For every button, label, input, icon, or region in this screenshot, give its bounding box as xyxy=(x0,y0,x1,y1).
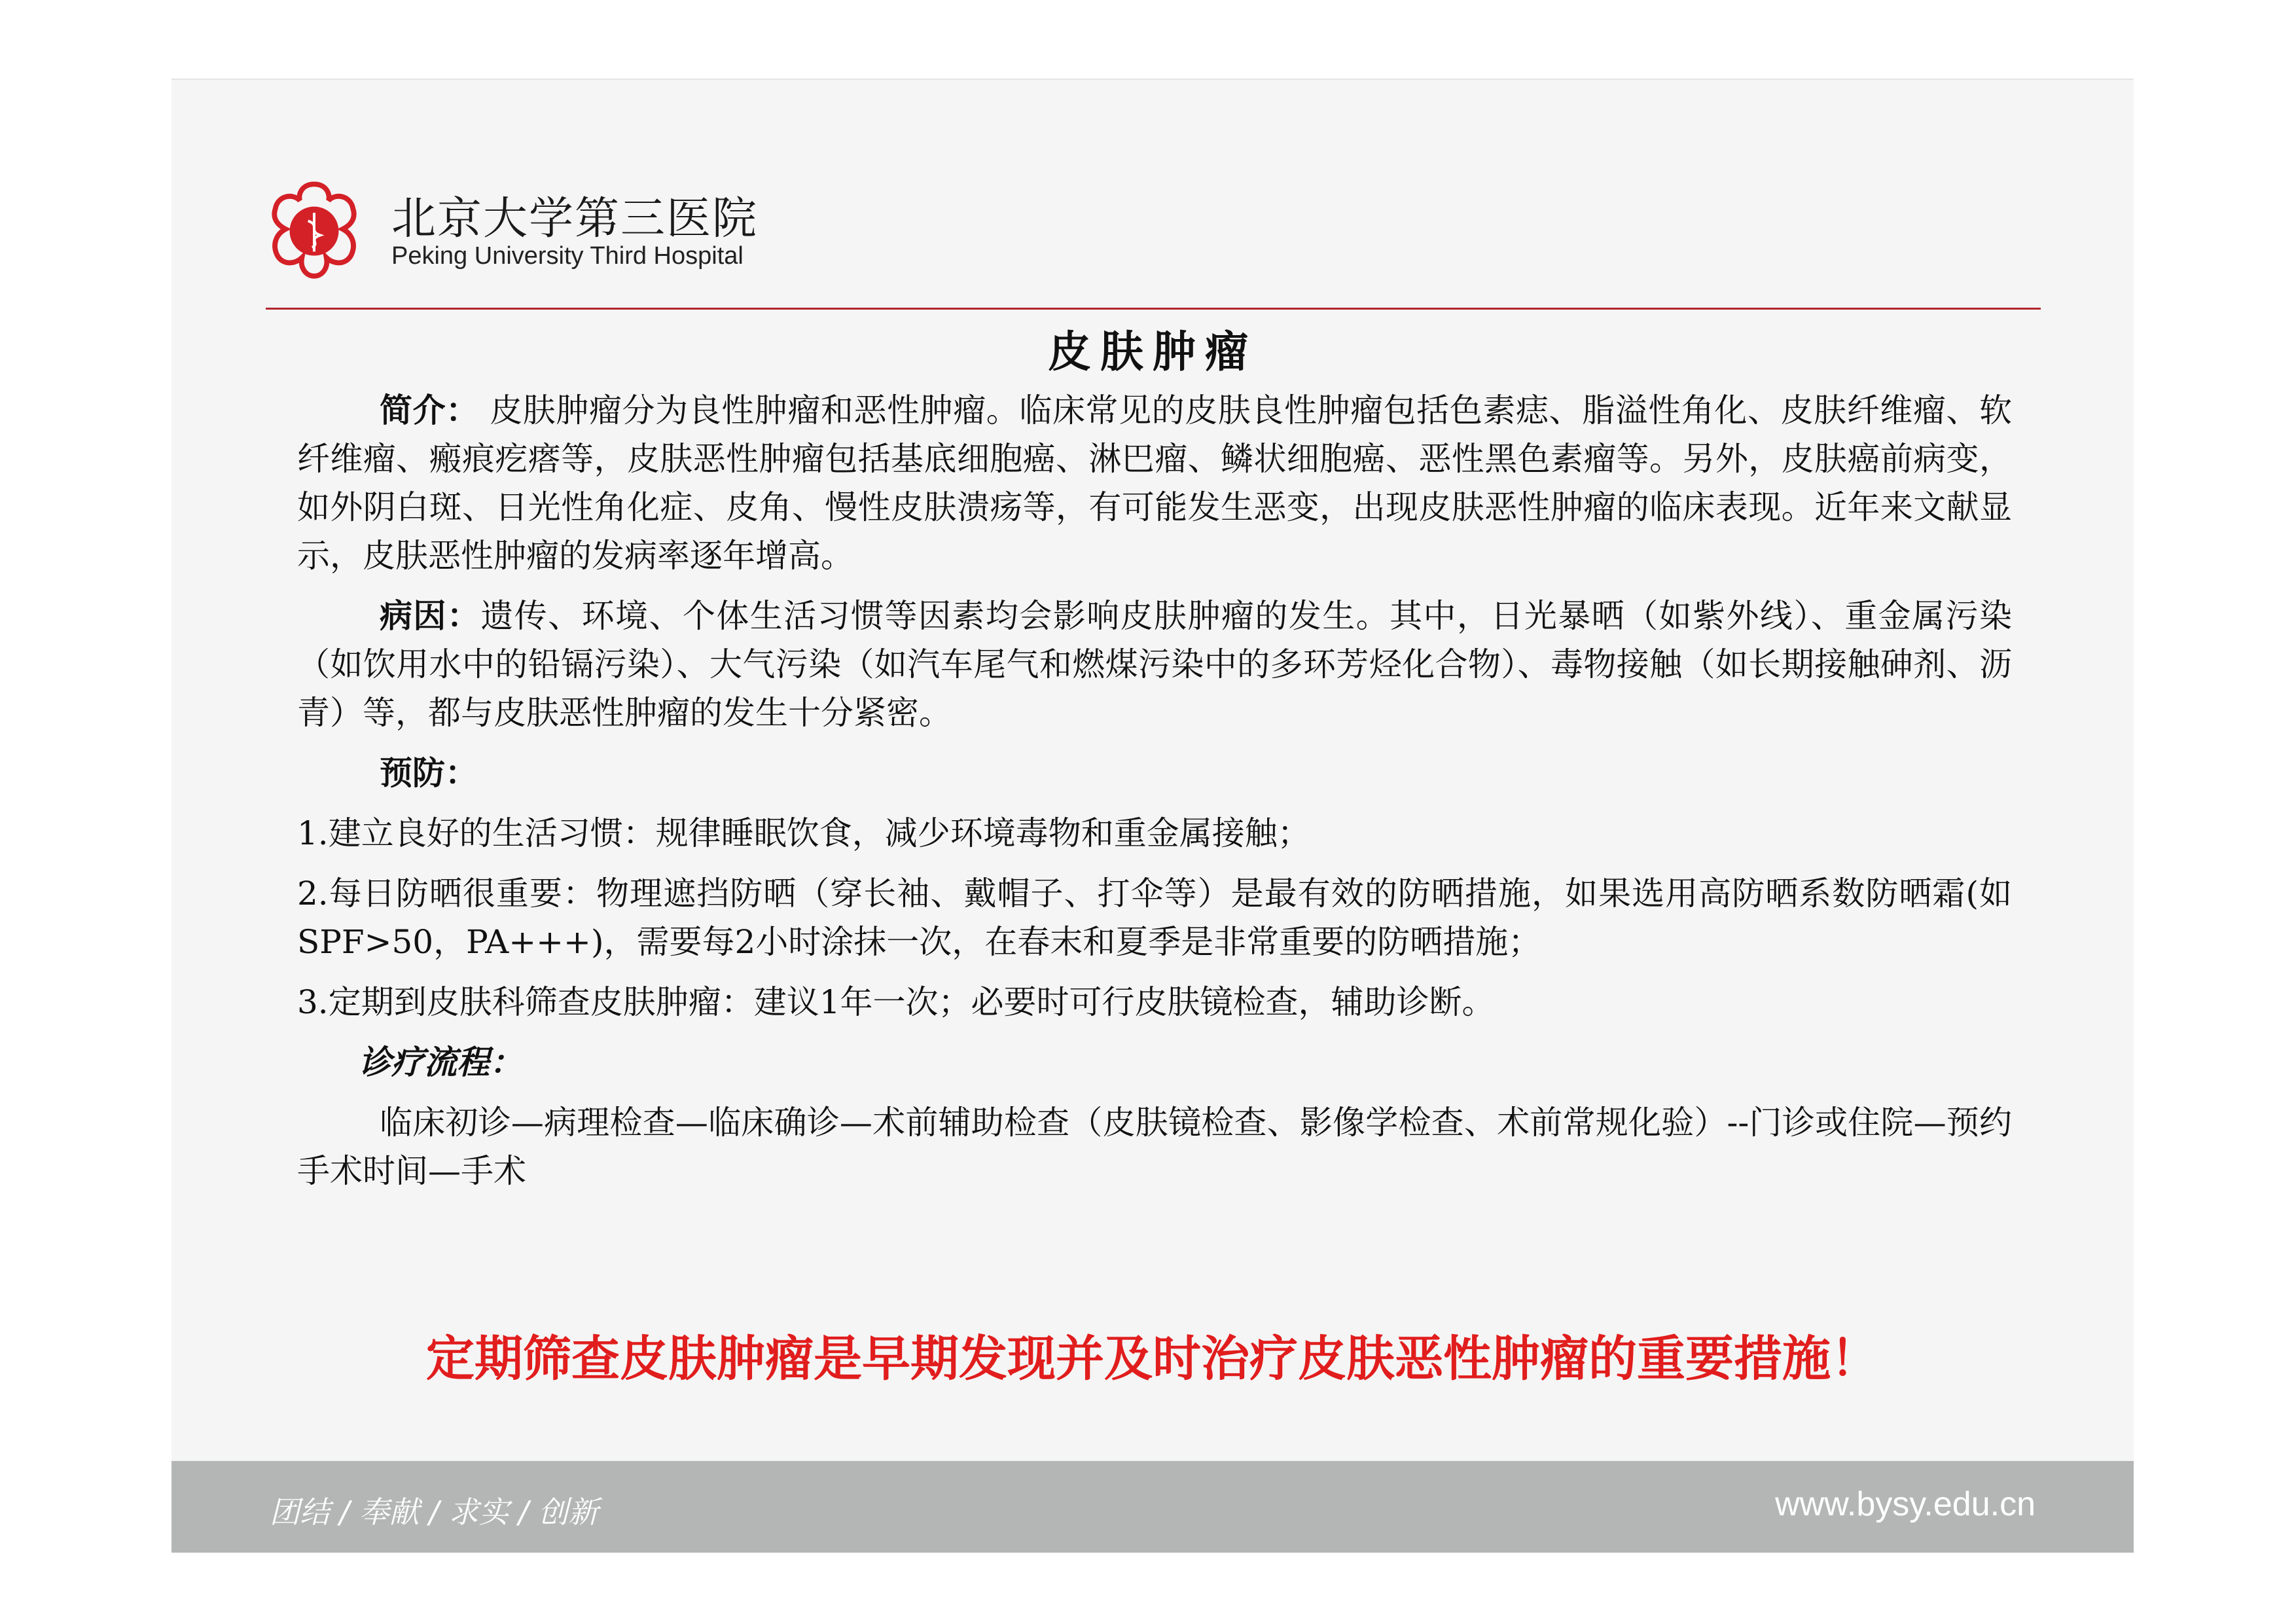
prevention-item-2: 2.每日防晒很重要：物理遮挡防晒（穿长袖、戴帽子、打伞等）是最有效的防晒措施，如果选用高防晒系数防晒霜(如SPF>50，PA+++)，需要每2小时涂抹一次，在春末和夏季是非常重要的防晒措施； xyxy=(297,875,2012,961)
cause-text: 遗传、环境、个体生活习惯等因素均会影响皮肤肿瘤的发生。其中，日光暴晒（如紫外线）、重金属污染（如饮用水中的铅镉污染）、大气污染（如汽车尾气和燃煤污染中的多环芳烃化合物）、毒物接触（如长期接触砷剂、沥青）等，都与皮肤恶性肿瘤的发生十分紧密。 xyxy=(297,597,2012,732)
prevention-item-3: 3.定期到皮肤科筛查皮肤肿瘤：建议1年一次；必要时可行皮肤镜检查，辅助诊断。 xyxy=(297,983,1495,1021)
prevention-item-1: 1.建立良好的生活习惯：规律睡眠饮食，减少环境毒物和重金属接触； xyxy=(297,814,1310,852)
footer-bar xyxy=(171,1461,2134,1553)
cause-label: 病因： xyxy=(380,596,481,635)
hospital-emblem-icon xyxy=(263,178,365,280)
footer-motto: 团结 / 奉献 / 求实 / 创新 xyxy=(270,1494,599,1530)
page-title: 皮肤肿瘤 xyxy=(1048,326,1257,377)
process-heading: 诊疗流程： xyxy=(359,1043,522,1081)
hospital-logo xyxy=(263,178,780,283)
intro-text: 皮肤肿瘤分为良性肿瘤和恶性肿瘤。临床常见的皮肤良性肿瘤包括色素痣、脂溢性角化、皮肤纤维瘤、软纤维瘤、瘢痕疙瘩等，皮肤恶性肿瘤包括基底细胞癌、淋巴瘤、鳞状细胞癌、恶性黑色素瘤等。另外，皮肤癌前病变，如外阴白斑、日光性角化症、皮角、慢性皮肤溃疡等，有可能发生恶变，出现皮肤恶性肿瘤的临床表现。近年来文献显示，皮肤恶性肿瘤的发病率逐年增高。 xyxy=(297,391,2012,575)
process-text: 临床初诊—病理检查—临床确诊—术前辅助检查（皮肤镜检查、影像学检查、术前常规化验）--门诊或住院—预约手术时间—手术 xyxy=(297,1104,2012,1190)
hospital-name-cn: 北京大学第三医院 xyxy=(391,193,759,245)
prevention-heading: 预防： xyxy=(380,753,478,792)
intro-paragraph xyxy=(297,386,2012,580)
callout-message: 定期筛查皮肤肿瘤是早期发现并及时治疗皮肤恶性肿瘤的重要措施！ xyxy=(426,1331,1879,1387)
cause-paragraph xyxy=(297,592,2012,737)
intro-label: 简介： xyxy=(380,391,479,429)
slide xyxy=(171,79,2134,1553)
hospital-name-en: Peking University Third Hospital xyxy=(391,242,744,270)
footer-website-link[interactable]: www.bysy.edu.cn xyxy=(1775,1485,2036,1523)
content-body xyxy=(297,386,2012,1207)
header-divider xyxy=(266,308,2041,310)
